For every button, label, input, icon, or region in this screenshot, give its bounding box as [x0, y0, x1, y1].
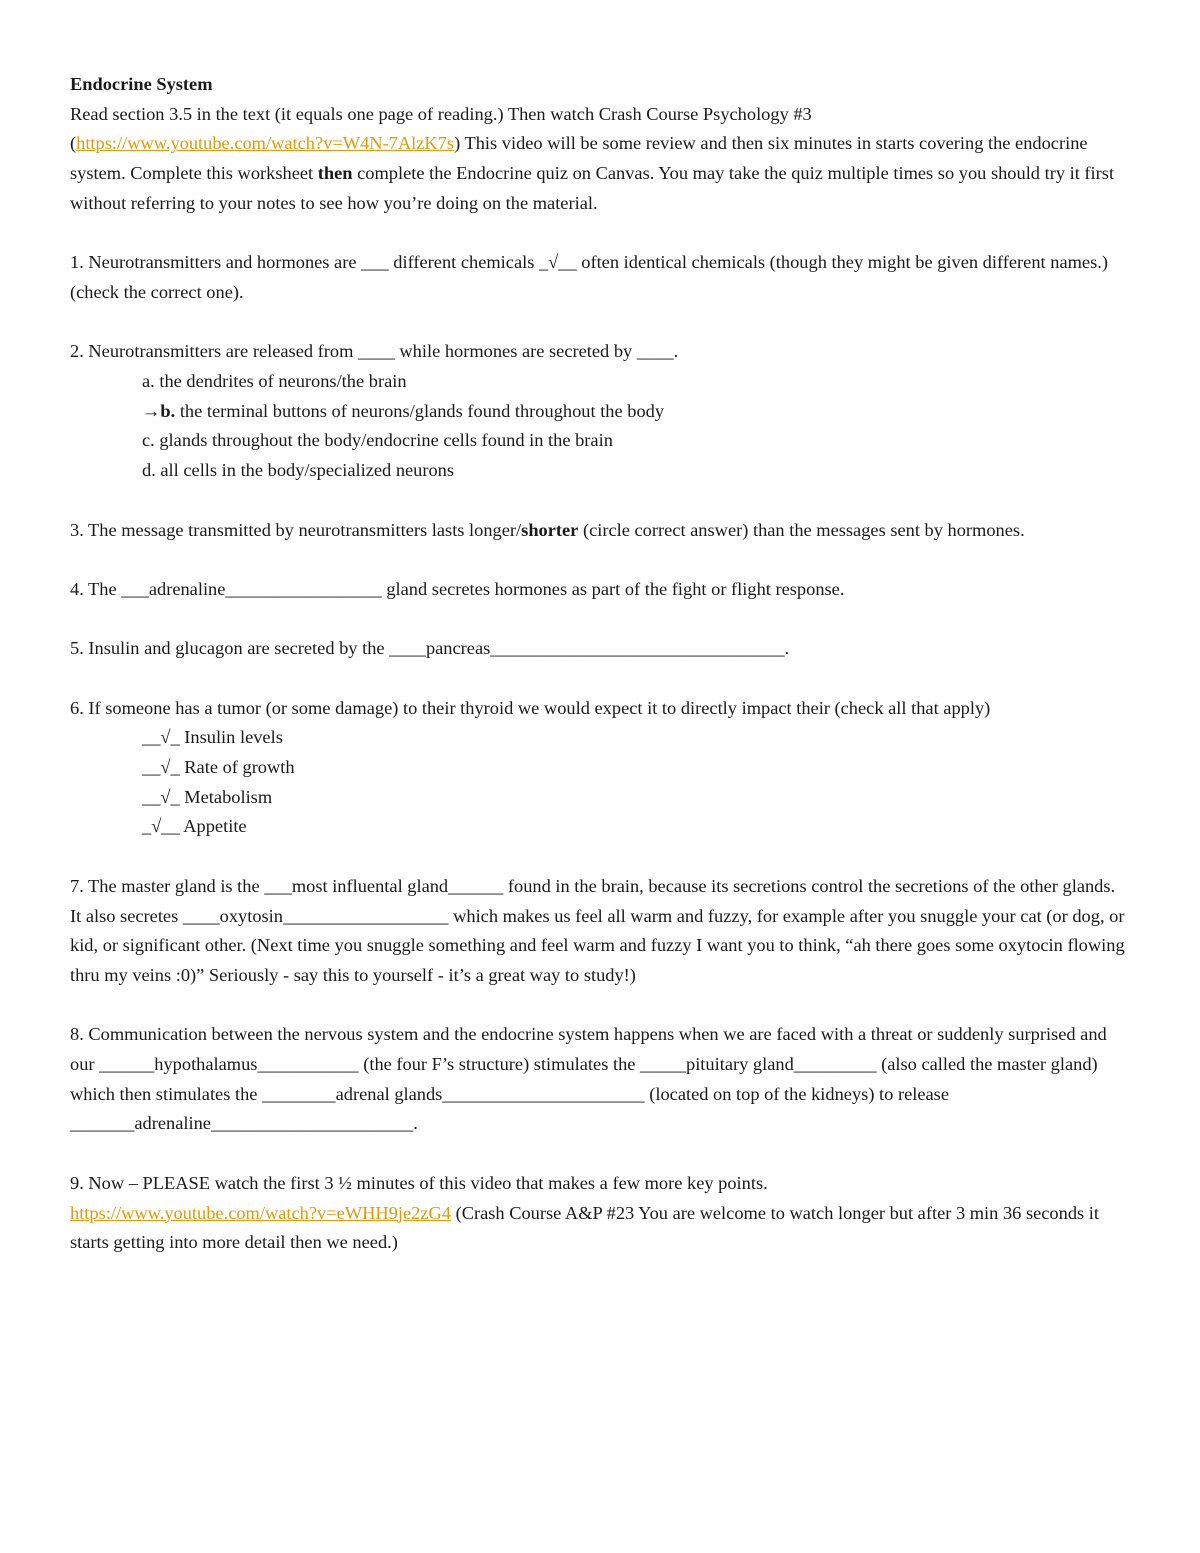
- question-2-stem: 2. Neurotransmitters are released from ____ while hormones are secreted by ____.: [70, 341, 679, 362]
- question-2-option-b: [70, 397, 1130, 427]
- crash-course-ap-link[interactable]: https://www.youtube.com/watch?v=eWHH9je2zG4: [70, 1202, 451, 1223]
- question-7: 7. The master gland is the ___most influental gland______ found in the brain, because its secretions control the secretions of the other glands. It also secretes ____oxytosin__________________ which makes us feel all warm and fuzzy, for example after you snuggle your cat (or dog, or kid, or significant other. (Next time you snuggle something and feel warm and fuzzy I want you to think, “ah there goes some oxytocin flowing thru my veins :0)” Seriously - say this to yourself - it’s a great way to study!): [70, 875, 1125, 985]
- question-2-option-d: d. all cells in the body/specialized neurons: [142, 460, 455, 481]
- worksheet-title: Endocrine System: [70, 74, 213, 94]
- intro-text-1: Read section 3.5 in the text (it equals one page of reading.) Then watch Crash Course Psychology #3: [70, 103, 812, 124]
- intro-text-3: ) This video will be some review and then six minutes in starts covering the endocrine system. Complete this worksheet: [70, 133, 1088, 184]
- intro-paren-open: (: [70, 133, 77, 154]
- selected-arrow-marker: →b.: [142, 400, 176, 421]
- intro-bold-then: then: [317, 163, 353, 184]
- question-9: [70, 1169, 1130, 1258]
- question-6-option: __√_ Metabolism: [142, 786, 273, 807]
- question-1: 1. Neurotransmitters and hormones are ___ different chemicals _√__ often identical chemicals (though they might be given different names.) (check the correct one).: [70, 252, 1108, 302]
- question-6-stem: 6. If someone has a tumor (or some damage) to their thyroid we would expect it to directly impact their (check all that apply): [70, 697, 991, 718]
- question-3-text-2: (circle correct answer) than the messages sent by hormones.: [578, 519, 1025, 540]
- question-6-option: __√_ Rate of growth: [142, 757, 295, 778]
- question-9-text-1: 9. Now – PLEASE watch the first 3 ½ minutes of this video that makes a few more key points.: [70, 1172, 768, 1193]
- question-2-option-b-text: the terminal buttons of neurons/glands found throughout the body: [175, 400, 665, 421]
- question-3: [70, 516, 1130, 546]
- question-4: 4. The ___adrenaline_________________ gland secretes hormones as part of the fight or flight response.: [70, 578, 845, 599]
- question-5: 5. Insulin and glucagon are secreted by the ____pancreas________________________________.: [70, 638, 790, 659]
- question-3-answer-shorter: shorter: [521, 519, 579, 540]
- worksheet-page: [70, 70, 1130, 1258]
- question-6-option: _√__ Appetite: [142, 816, 247, 837]
- crash-course-psychology-link[interactable]: https://www.youtube.com/watch?v=W4N-7AlzK7s: [76, 133, 455, 154]
- question-3-text-1: 3. The message transmitted by neurotransmitters lasts longer/: [70, 519, 522, 540]
- question-6-option: __√_ Insulin levels: [142, 727, 283, 748]
- intro-paragraph: [70, 100, 1130, 219]
- question-8: 8. Communication between the nervous system and the endocrine system happens when we are faced with a threat or suddenly surprised and our ______hypothalamus___________ (the four F’s structure) stimulates the _____pituitary gland_________ (also called the master gland) which then stimulates the ________adrenal glands______________________ (located on top of the kidneys) to release _______adrenaline______________________.: [70, 1024, 1107, 1134]
- question-2-option-c: c. glands throughout the body/endocrine cells found in the brain: [142, 430, 613, 451]
- question-9-text-2: (Crash Course A&P #23 You are welcome to watch longer but after 3 min 36 seconds it starts getting into more detail then we need.): [70, 1202, 1099, 1253]
- intro-text-4: complete the Endocrine quiz on Canvas. You may take the quiz multiple times so you should try it first without referring to your notes to see how you’re doing on the material.: [70, 163, 1115, 213]
- question-2-option-a: a. the dendrites of neurons/the brain: [142, 371, 407, 391]
